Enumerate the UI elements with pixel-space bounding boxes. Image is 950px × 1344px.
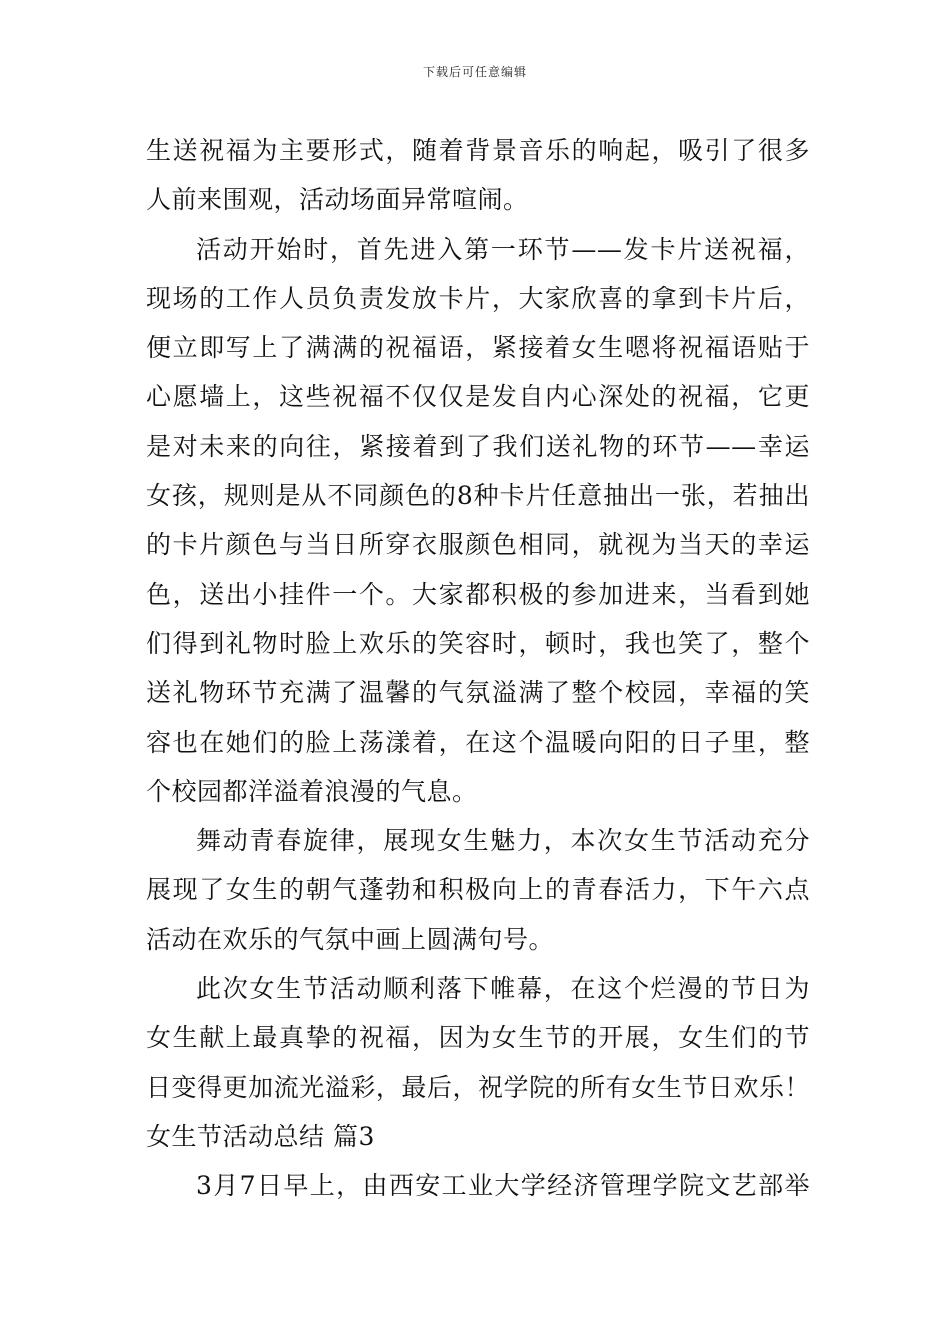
text-line: 送礼物环节充满了温馨的气氛溢满了整个校园，幸福的笑 bbox=[146, 678, 810, 708]
text-line: 的卡片颜色与当日所穿衣服颜色相同，就视为当天的幸运 bbox=[146, 530, 810, 560]
text-line: 是对未来的向往，紧接着到了我们送礼物的环节——幸运 bbox=[146, 431, 810, 461]
text-line: 现场的工作人员负责发放卡片，大家欣喜的拿到卡片后， bbox=[146, 283, 810, 313]
text-line: 们得到礼物时脸上欢乐的笑容时，顿时，我也笑了，整个 bbox=[146, 628, 810, 658]
text-line: 活动开始时，首先进入第一环节——发卡片送祝福， bbox=[196, 234, 810, 264]
text-line: 日变得更加流光溢彩，最后，祝学院的所有女生节日欢乐！ bbox=[146, 1072, 810, 1102]
page-header: 下载后可任意编辑 bbox=[422, 65, 527, 79]
text-line: 容也在她们的脸上荡漾着，在这个温暖向阳的日子里，整 bbox=[146, 727, 810, 757]
text-line: 人前来围观，活动场面异常喧闹。 bbox=[146, 185, 529, 215]
text-line: 生送祝福为主要形式，随着背景音乐的响起，吸引了很多 bbox=[146, 136, 810, 165]
text-line: 展现了女生的朝气蓬勃和积极向上的青春活力，下午六点 bbox=[146, 875, 810, 905]
text-line: 3月7日早上，由西安工业大学经济管理学院文艺部举 bbox=[196, 1171, 810, 1201]
text-line: 女孩，规则是从不同颜色的8种卡片任意抽出一张，若抽出 bbox=[146, 481, 810, 511]
text-line: 便立即写上了满满的祝福语，紧接着女生嗯将祝福语贴于 bbox=[146, 333, 810, 363]
text-line: 女生献上最真挚的祝福，因为女生节的开展，女生们的节 bbox=[146, 1023, 810, 1053]
text-line: 此次女生节活动顺利落下帷幕，在这个烂漫的节日为 bbox=[196, 974, 810, 1004]
text-line: 个校园都洋溢着浪漫的气息。 bbox=[146, 776, 478, 806]
text-line: 心愿墙上，这些祝福不仅仅是发自内心深处的祝福，它更 bbox=[146, 382, 810, 412]
text-line: 活动在欢乐的气氛中画上圆满句号。 bbox=[146, 924, 555, 954]
section-heading: 女生节活动总结 篇3 bbox=[146, 1121, 375, 1151]
text-line: 色，送出小挂件一个。大家都积极的参加进来，当看到她 bbox=[146, 579, 810, 609]
text-line: 舞动青春旋律，展现女生魅力，本次女生节活动充分 bbox=[196, 826, 810, 856]
document-body bbox=[146, 126, 810, 1211]
